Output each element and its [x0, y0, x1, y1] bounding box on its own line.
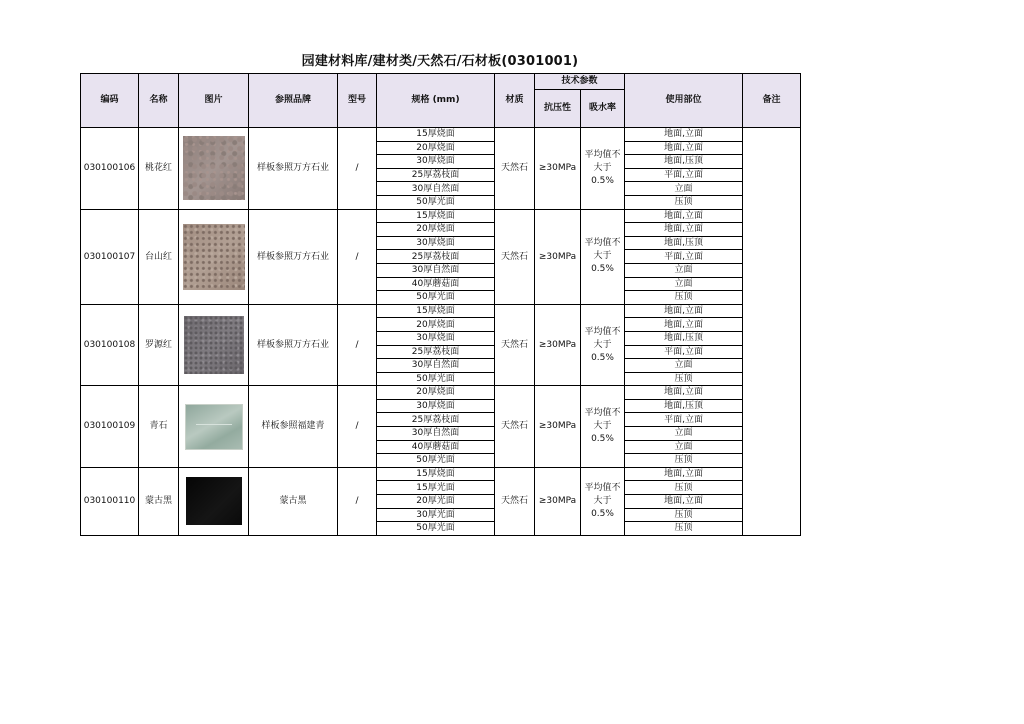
cell-usage: 地面,压顶 [625, 155, 743, 169]
cell-usage: 压顶 [625, 454, 743, 468]
cell-spec: 30厚自然面 [377, 263, 495, 277]
header-brand: 参照品牌 [249, 74, 338, 128]
cell-usage: 压顶 [625, 372, 743, 386]
cell-spec: 30厚烧面 [377, 155, 495, 169]
header-spec: 规格 (mm) [377, 74, 495, 128]
cell-spec: 40厚蘑菇面 [377, 440, 495, 454]
cell-usage: 平面,立面 [625, 168, 743, 182]
cell-material: 天然石 [495, 304, 535, 386]
cell-spec: 15厚烧面 [377, 304, 495, 318]
cell-absorption: 平均值不大于0.5% [581, 386, 625, 468]
cell-compressive: ≥30MPa [535, 386, 581, 468]
cell-material: 天然石 [495, 467, 535, 535]
cell-usage: 地面,立面 [625, 318, 743, 332]
cell-brand: 样板参照万方石业 [249, 209, 338, 304]
cell-spec: 30厚自然面 [377, 359, 495, 373]
cell-name: 台山红 [139, 209, 179, 304]
cell-usage: 压顶 [625, 291, 743, 305]
table-row [81, 304, 801, 318]
cell-absorption: 平均值不大于0.5% [581, 304, 625, 386]
cell-model: / [338, 467, 377, 535]
cell-code: 030100110 [81, 467, 139, 535]
header-model: 型号 [338, 74, 377, 128]
cell-absorption: 平均值不大于0.5% [581, 467, 625, 535]
header-tech: 技术参数 [535, 74, 625, 90]
header-compressive: 抗压性 [535, 90, 581, 128]
cell-spec: 15厚烧面 [377, 128, 495, 142]
cell-usage: 压顶 [625, 195, 743, 209]
cell-usage: 地面,立面 [625, 223, 743, 237]
cell-brand: 样板参照万方石业 [249, 304, 338, 386]
header-code: 编码 [81, 74, 139, 128]
cell-image [179, 467, 249, 535]
cell-spec: 30厚烧面 [377, 236, 495, 250]
cell-usage: 地面,压顶 [625, 399, 743, 413]
cell-code: 030100106 [81, 128, 139, 210]
cell-compressive: ≥30MPa [535, 467, 581, 535]
cell-usage: 平面,立面 [625, 345, 743, 359]
cell-usage: 压顶 [625, 508, 743, 522]
header-remark: 备注 [743, 74, 801, 128]
material-table [80, 73, 801, 536]
cell-spec: 30厚烧面 [377, 399, 495, 413]
header-name: 名称 [139, 74, 179, 128]
cell-code: 030100109 [81, 386, 139, 468]
cell-usage: 压顶 [625, 481, 743, 495]
cell-usage: 立面 [625, 440, 743, 454]
header-material: 材质 [495, 74, 535, 128]
cell-usage: 地面,立面 [625, 141, 743, 155]
cell-usage: 地面,立面 [625, 495, 743, 509]
cell-spec: 50厚光面 [377, 291, 495, 305]
cell-name: 罗源红 [139, 304, 179, 386]
cell-brand: 蒙古黑 [249, 467, 338, 535]
cell-compressive: ≥30MPa [535, 128, 581, 210]
cell-usage: 地面,立面 [625, 128, 743, 142]
cell-spec: 50厚光面 [377, 372, 495, 386]
table-row [81, 386, 801, 400]
cell-usage: 平面,立面 [625, 413, 743, 427]
bluestone-swatch [185, 404, 243, 450]
cell-name: 蒙古黑 [139, 467, 179, 535]
cell-brand: 样板参照福建青 [249, 386, 338, 468]
cell-absorption: 平均值不大于0.5% [581, 209, 625, 304]
mongolia-black-granite-swatch [186, 477, 242, 525]
luoyuan-red-granite-swatch [184, 316, 244, 374]
cell-spec: 20厚烧面 [377, 386, 495, 400]
cell-spec: 20厚烧面 [377, 141, 495, 155]
table-row [81, 209, 801, 223]
cell-spec: 25厚荔枝面 [377, 345, 495, 359]
cell-model: / [338, 209, 377, 304]
cell-spec: 25厚荔枝面 [377, 250, 495, 264]
cell-usage: 地面,立面 [625, 467, 743, 481]
cell-spec: 20厚烧面 [377, 318, 495, 332]
cell-spec: 40厚蘑菇面 [377, 277, 495, 291]
cell-spec: 30厚自然面 [377, 427, 495, 441]
cell-name: 桃花红 [139, 128, 179, 210]
header-usage: 使用部位 [625, 74, 743, 128]
cell-spec: 25厚荔枝面 [377, 413, 495, 427]
cell-absorption: 平均值不大于0.5% [581, 128, 625, 210]
cell-usage: 地面,立面 [625, 386, 743, 400]
cell-material: 天然石 [495, 386, 535, 468]
cell-spec: 50厚光面 [377, 522, 495, 536]
cell-spec: 50厚光面 [377, 195, 495, 209]
cell-usage: 地面,压顶 [625, 236, 743, 250]
sheet-title: 园建材料库/建材类/天然石/石材板(0301001) [301, 54, 579, 69]
cell-spec: 30厚光面 [377, 508, 495, 522]
cell-usage: 压顶 [625, 522, 743, 536]
cell-usage: 地面,立面 [625, 304, 743, 318]
cell-brand: 样板参照万方石业 [249, 128, 338, 210]
cell-usage: 立面 [625, 359, 743, 373]
cell-code: 030100107 [81, 209, 139, 304]
cell-model: / [338, 304, 377, 386]
cell-usage: 地面,压顶 [625, 331, 743, 345]
cell-model: / [338, 128, 377, 210]
cell-usage: 地面,立面 [625, 209, 743, 223]
cell-spec: 20厚烧面 [377, 223, 495, 237]
table-row [81, 128, 801, 142]
cell-usage: 立面 [625, 263, 743, 277]
cell-spec: 15厚光面 [377, 481, 495, 495]
cell-spec: 25厚荔枝面 [377, 168, 495, 182]
cell-remark [743, 128, 801, 536]
cell-compressive: ≥30MPa [535, 304, 581, 386]
header-image: 图片 [179, 74, 249, 128]
cell-image [179, 128, 249, 210]
cell-code: 030100108 [81, 304, 139, 386]
cell-model: / [338, 386, 377, 468]
cell-compressive: ≥30MPa [535, 209, 581, 304]
cell-image [179, 304, 249, 386]
cell-usage: 平面,立面 [625, 250, 743, 264]
cell-image [179, 386, 249, 468]
cell-image [179, 209, 249, 304]
cell-spec: 50厚光面 [377, 454, 495, 468]
cell-spec: 15厚烧面 [377, 467, 495, 481]
cell-usage: 立面 [625, 277, 743, 291]
cell-spec: 20厚光面 [377, 495, 495, 509]
header-absorption: 吸水率 [581, 90, 625, 128]
cell-material: 天然石 [495, 209, 535, 304]
cell-spec: 30厚烧面 [377, 331, 495, 345]
cell-name: 青石 [139, 386, 179, 468]
taohua-red-granite-swatch [183, 136, 245, 200]
cell-spec: 30厚自然面 [377, 182, 495, 196]
cell-spec: 15厚烧面 [377, 209, 495, 223]
cell-material: 天然石 [495, 128, 535, 210]
cell-usage: 立面 [625, 182, 743, 196]
cell-usage: 立面 [625, 427, 743, 441]
taishan-red-granite-swatch [183, 224, 245, 290]
table-row [81, 467, 801, 481]
